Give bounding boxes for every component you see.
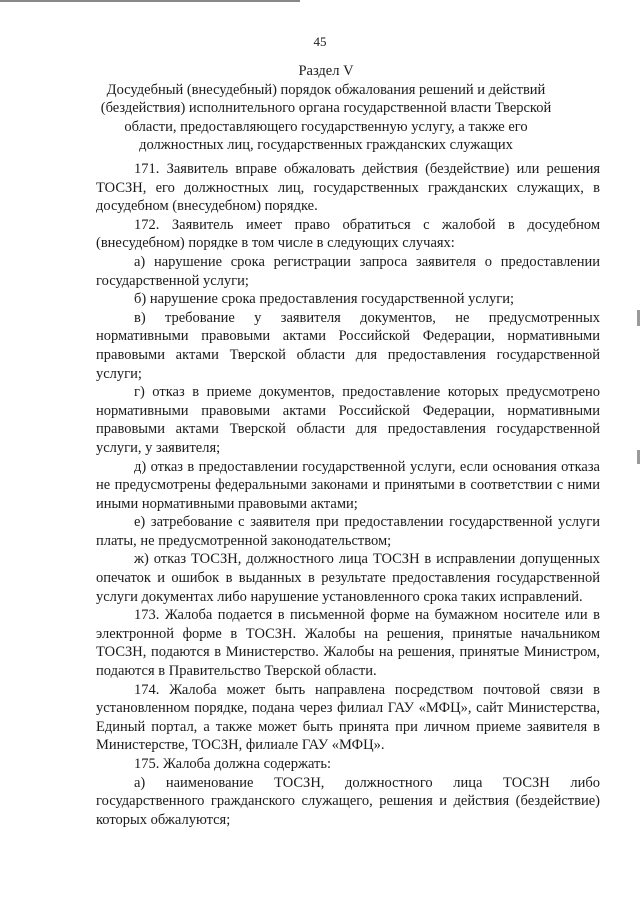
list-item-e: е) затребование с заявителя при предоставлении государственной услуги платы, не предусмотренной законодательством; <box>96 514 600 549</box>
list-item-zh: ж) отказ ТОСЗН, должностного лица ТОСЗН в исправлении допущенных опечаток и ошибок в выданных в результате предоставления государственной услуги документах либо нарушение установленного срока таких исправлений. <box>96 551 600 605</box>
section-heading-line: (бездействия) исполнительного органа государственной власти Тверской <box>100 100 552 117</box>
paragraph-172: 172. Заявитель имеет право обратиться с жалобой в досудебном (внесудебном) порядке в том числе в следующих случаях: <box>96 216 600 252</box>
document-body <box>96 160 600 829</box>
list-item-a-175: а) наименование ТОСЗН, должностного лица ТОСЗН либо государственного гражданского служащего, решения и действия (бездействие) которых обжалуются; <box>96 774 600 828</box>
paragraph-173: 173. Жалоба подается в письменной форме на бумажном носителе или в электронной форме в ТОСЗН. Жалобы на решения, принятые начальником ТОСЗН, подаются в Министерство. Жалобы на решения, принятые Министром, подаются в Правительство Тверской области. <box>96 607 600 680</box>
paragraph-171: 171. Заявитель вправе обжаловать действия (бездействие) или решения ТОСЗН, его должностных лиц, государственных гражданских служащих, в досудебном (внесудебном) порядке. <box>96 161 600 215</box>
page-number: 45 <box>313 34 327 49</box>
paragraph-175: 175. Жалоба должна содержать: <box>134 756 332 772</box>
list-item-b: б) нарушение срока предоставления государственной услуги; <box>134 291 514 308</box>
list-item-a: а) нарушение срока регистрации запроса заявителя о предоставлении государственной услуги; <box>96 253 600 289</box>
section-heading-line: области, предоставляющего государственную услугу, а также его <box>124 118 528 135</box>
scan-edge-top <box>0 0 300 2</box>
paragraph-174: 174. Жалоба может быть направлена посредством почтовой связи в установленном порядке, подана через филиал ГАУ «МФЦ», сайт Министерства, Единый портал, а также может быть принята при личном приеме заявителя в Министерстве, ТОСЗН, филиале ГАУ «МФЦ». <box>96 681 600 754</box>
section-title: Раздел V <box>298 63 354 79</box>
list-item-v: в) требование у заявителя документов, не предусмотренных нормативными правовыми актами Российской Федерации, нормативными правовыми актами Тверской области для предоставления государственной услуги; <box>96 309 600 382</box>
list-item-g: г) отказ в приеме документов, предоставление которых предусмотрено нормативными правовыми актами Российской Федерации, нормативными правовыми актами Тверской области для предоставления государственной услуги, у заявителя; <box>96 384 600 456</box>
section-heading-line: Досудебный (внесудебный) порядок обжалования решений и действий <box>106 81 546 98</box>
section-heading <box>96 62 556 155</box>
list-item-d: д) отказ в предоставлении государственной услуги, если основания отказа не предусмотрены федеральными законами и принятыми в соответствии с ними иными нормативными правовыми актами; <box>96 458 600 512</box>
section-heading-line: должностных лиц, государственных гражданских служащих <box>139 137 513 154</box>
